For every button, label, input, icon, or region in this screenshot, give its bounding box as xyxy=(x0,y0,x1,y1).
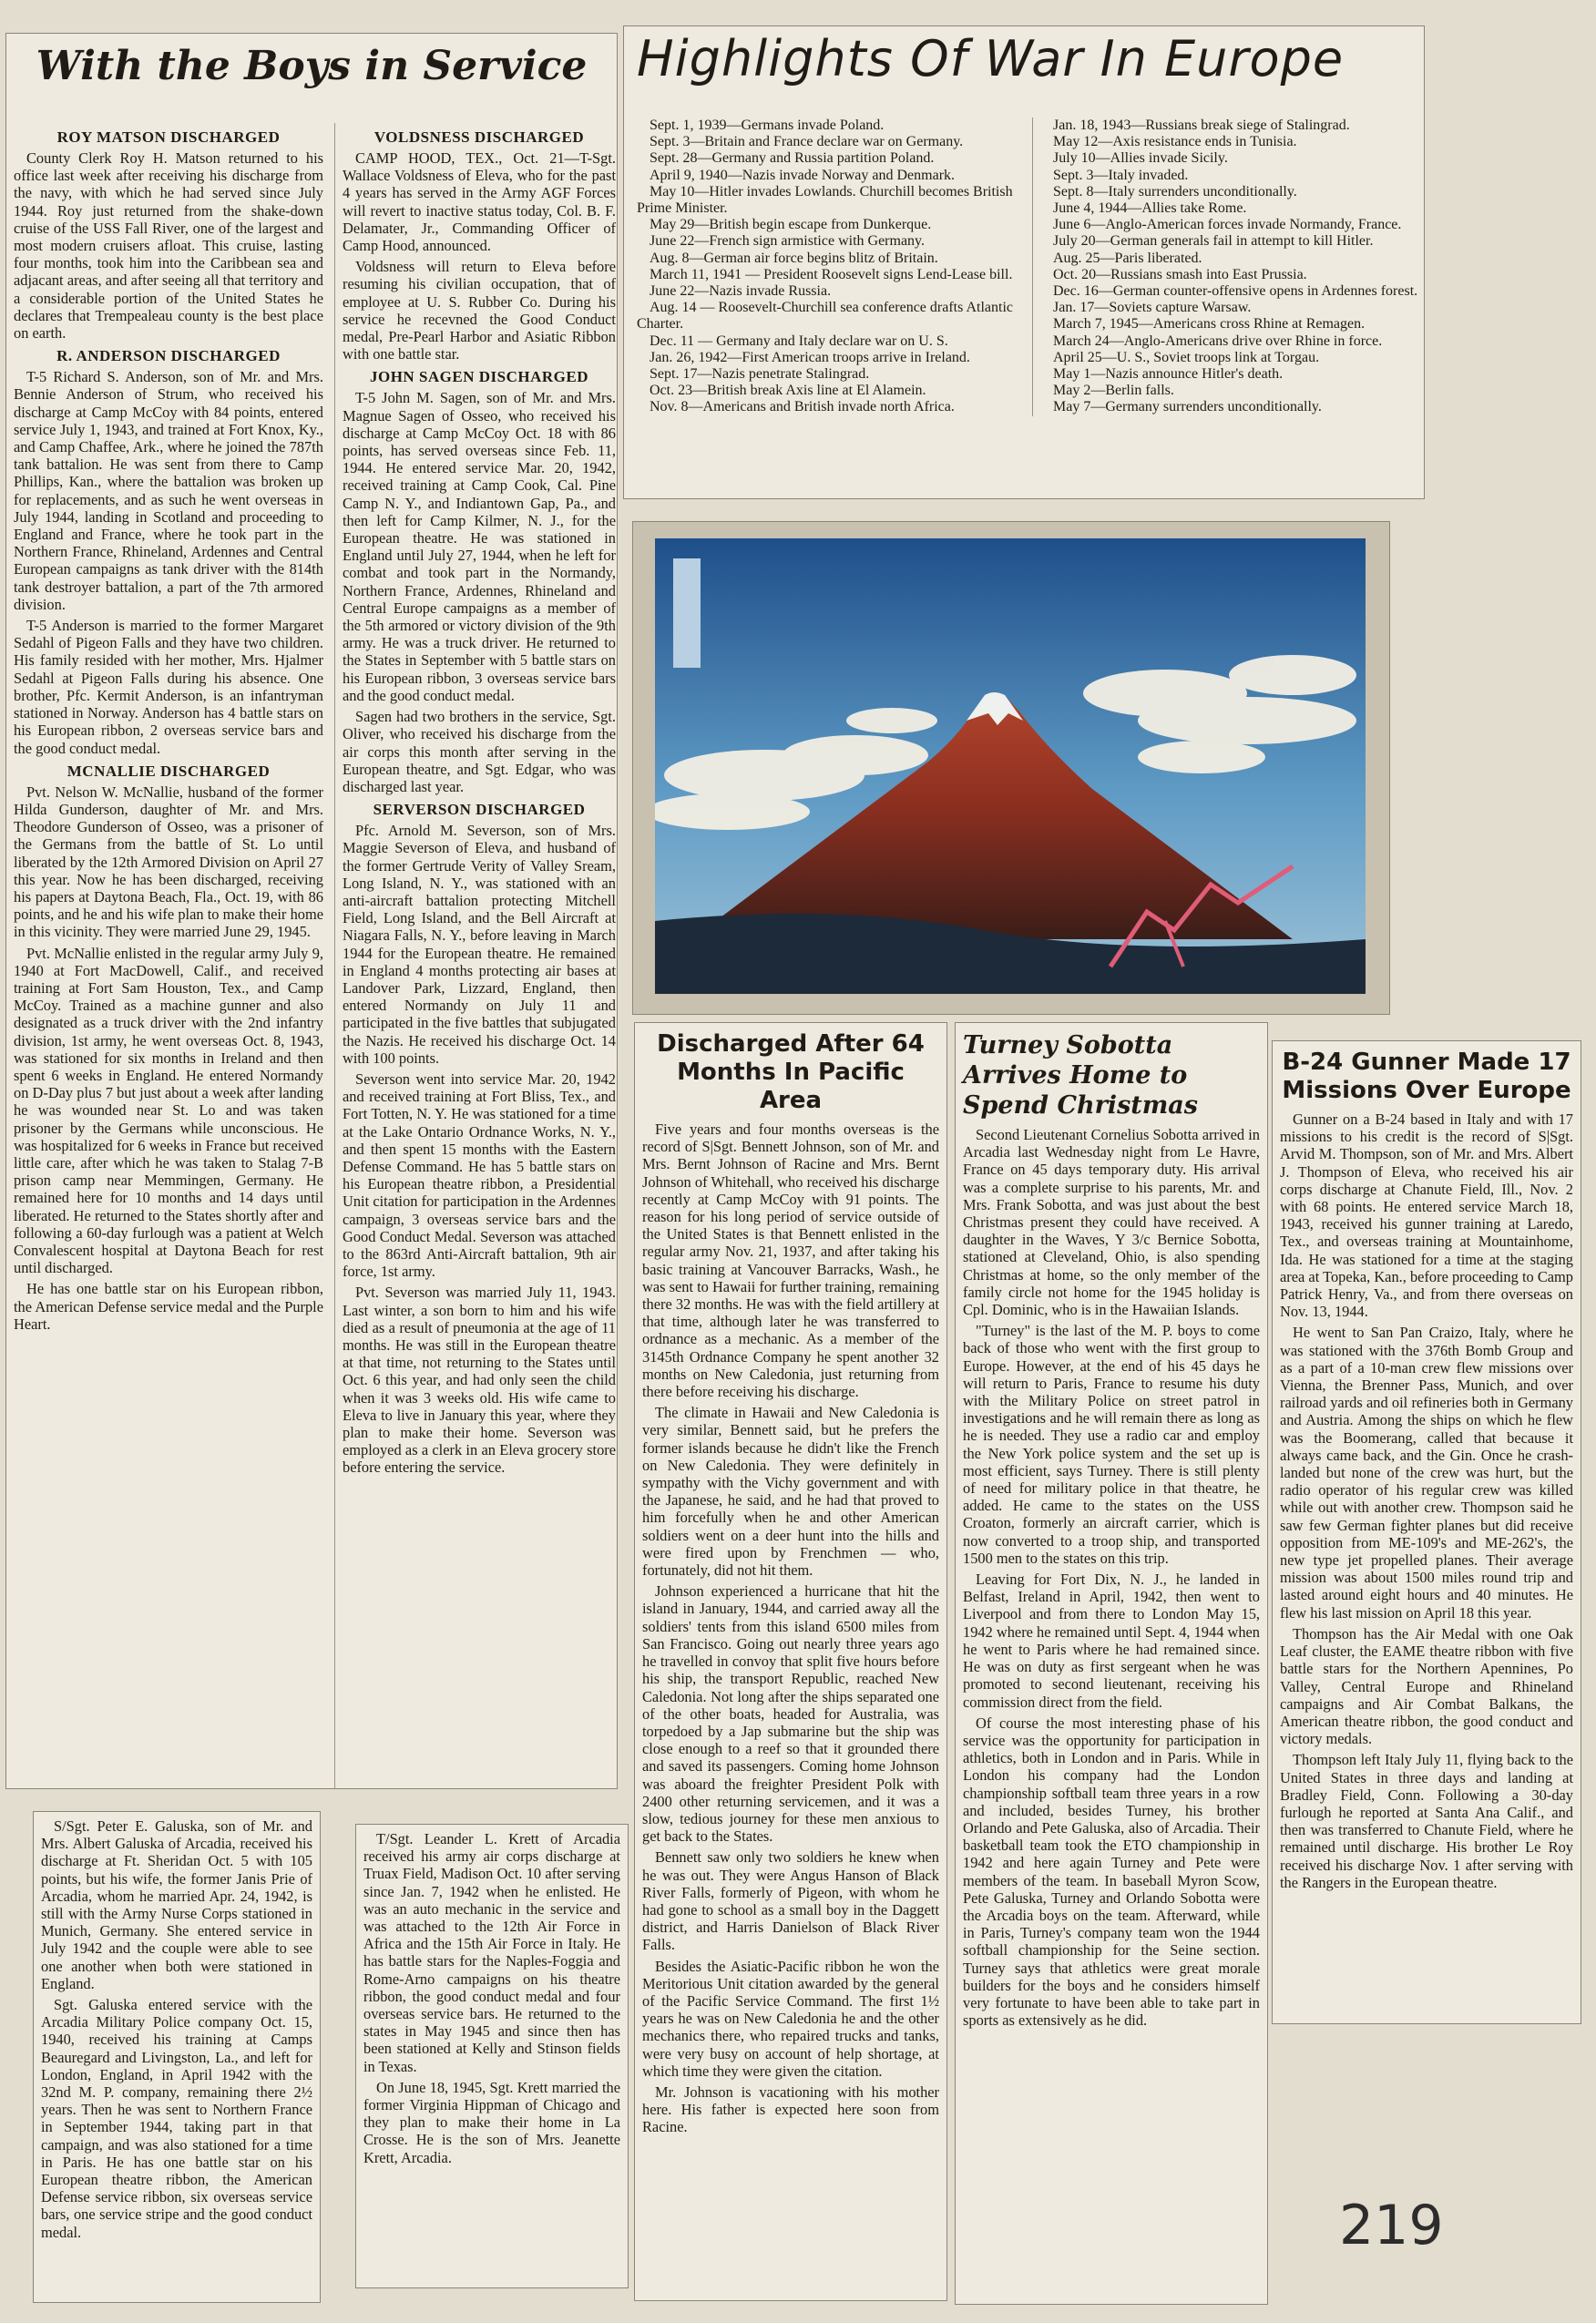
mcnallie-p1: Pvt. Nelson W. McNallie, husband of the former Hilda Gunderson, daughter of Mr. and Mrs. Theodore Gunderson of Osseo, was a prisoner of the Germans from the battle of St. Lo until liberated by the 12th Armored Division on April 27 this year. Now he has been discharged, receiving his papers at Daytona Beach, Fla., Oct. 19, with 86 points, and he and his wife plan to make their home in this vicinity. They were married June 29, 1945. xyxy=(14,783,323,941)
highlight-entry: March 7, 1945—Americans cross Rhine at Remagen. xyxy=(1053,316,1366,333)
matson-body: County Clerk Roy H. Matson returned to his office last week after receiving his discharge from the navy, with which he had served since July 1944. Roy just returned from the shake-down cruise of the USS Fall River, one of the largest and most modern cruisers afloat. This cruise, lasting four months, took him into the Caribbean sea and adjacant areas, and after seeing all that territory and a considerable portion of the United States he declares that Trempealeau county is the best place on earth. xyxy=(14,149,323,343)
boys-title: With the Boys in Service xyxy=(36,43,588,89)
severson-heading: SERVERSON DISCHARGED xyxy=(373,801,586,819)
highlight-entry: May 12—Axis resistance ends in Tunisia. xyxy=(1053,134,1297,150)
highlight-entry: July 10—Allies invade Sicily. xyxy=(1053,150,1228,167)
highlight-entry: Aug. 8—German air force begins blitz of Britain. xyxy=(650,250,938,266)
highlight-entry: Jan. 18, 1943—Russians break siege of Stalingrad. xyxy=(1053,118,1350,133)
severson-p2: Severson went into service Mar. 20, 1942 and received training at Fort Bliss, Tex., and Fort Totten, N. Y. He was stationed for a time at the Lake Ontario Ordnance Works, N. Y., and then spent 15 months with the Eastern Defense Command. He has 5 battle stars on his European theatre ribbon, a Presidential Unit citation for participation in the Ardennes campaign, 3 overseas service bars and the Good Conduct Medal. Severson was attached to the 863rd Anti-Aircraft battalion, 9th air force, 1st army. xyxy=(343,1069,616,1281)
gunner-title: B-24 Gunner Made 17 Missions Over Europe xyxy=(1282,1049,1571,1104)
galuska-p2: Sgt. Galuska entered service with the Arcadia Military Police company Oct. 15, 1940, received his training at Camps Beauregard and Livingston, La., and left for London, England, in April 1942 with the 32nd M. P. company, remaining there 2½ years. Then he was sent to Northern France in September 1944, taking part in that campaign, and was also stationed for a time in Paris. He has one battle star on his European theatre ribbon, the American Defense service ribbon, six overseas service bars, one service stripe and the good conduct medal. xyxy=(41,1996,312,2241)
highlights-clipping xyxy=(623,26,1425,499)
voldsness-p1: CAMP HOOD, TEX., Oct. 21—T-Sgt. Wallace Voldsness of Eleva, who for the past 4 years has served in the Army AGF Forces will revert to inactive status today, Col. B. F. Delamater, Jr., Commanding Officer of Camp Hood, announced. xyxy=(343,149,616,255)
sobotta-title: Turney Sobotta Arrives Home to Spend Christmas xyxy=(963,1031,1199,1120)
highlight-entry: Jan. 17—Soviets capture Warsaw. xyxy=(1053,300,1252,316)
highlight-entry: Oct. 20—Russians smash into East Prussia. xyxy=(1053,266,1307,282)
sobotta-p4: Of course the most interesting phase of his service was the opportunity for participation in athletics, both in London and in Paris. While in London his company had the London championship softball team three years in a row and included, besides Turney, his brother Orlando and Pete Galuska, also of Arcadia. Their basketball team took the ETO championship in 1942 and here again Turney and Pete were members of the team. In baseball Myron Scow, Pete Galuska, Turney and Orlando Sobotta were the Arcadia boys on the team. Afterward, while in Paris, Turney's company team won the 1944 softball championship for the Seine section. Turney says that athletics were great morale builders for the boys and he considers himself very fortunate to have been able to take part in sports as extensively as he did. xyxy=(963,1714,1260,2030)
highlight-entry: June 22—Nazis invade Russia. xyxy=(650,283,832,300)
galuska-clipping xyxy=(33,1811,321,2303)
sobotta-p3: Leaving for Fort Dix, N. J., he landed in Belfast, Ireland in April, 1942, then went to Liverpool and from there to London May 15, 1942 where he remained until Sept. 4, 1944 when he went to Paris where he had remained since. He was on duty as first sergeant when he was promoted to second lieutenant, receiving his commission direct from the field. xyxy=(963,1571,1260,1711)
highlight-entry: May 1—Nazis announce Hitler's death. xyxy=(1053,366,1284,383)
highlights-title: Highlights Of War In Europe xyxy=(637,30,1345,87)
galuska-p1: S/Sgt. Peter E. Galuska, son of Mr. and Mrs. Albert Galuska of Arcadia, received his discharge at Ft. Sheridan Oct. 5 with 105 points, but his wife, the former Janis Prie of Arcadia, whom he married Apr. 24, 1942, is still with the Army Nurse Corps stationed in Munich, Germany. She entered service in July 1942 and the couple were able to see one another when both were stationed in England. xyxy=(41,1817,312,1992)
highlight-entry: May 2—Berlin falls. xyxy=(1053,383,1174,399)
sagen-p2: Sagen had two brothers in the service, Sgt. Oliver, who received his discharge from the air corps this month after serving in the European theatre, and Sgt. Edgar, who was discharged last year. xyxy=(343,708,616,795)
johnson-title: Discharged After 64 Months In Pacific Area xyxy=(657,1030,925,1114)
gunner-p1: Gunner on a B-24 based in Italy and with 17 missions to his credit is the record of S|Sgt. Arvid M. Thompson, son of Mr. and Mrs. Albert J. Thompson of Eleva, who received his air corps discharge at Chanute Field, Ill., Nov. 2 with 68 points. He entered service March 18, 1943, received his gunner training at Laredo, Tex., and overseas training at Mountainhome, Ida. He was stationed for a time at the staging area at Topeka, Kan., before proceeding to Camp Patrick Henry, Va., and from there overseas on Nov. 13, 1944. xyxy=(1280,1110,1573,1321)
mcnallie-p3: He has one battle star on his European ribbon, the American Defense service medal and the Purple Heart. xyxy=(14,1280,323,1333)
sobotta-clipping xyxy=(955,1022,1268,2305)
mountain-print-mount xyxy=(632,521,1390,1015)
highlight-entry: May 10—Hitler invades Lowlands. Churchill becomes British Prime Minister. xyxy=(637,183,1013,217)
highlight-entry: Sept. 3—Britain and France declare war on Germany. xyxy=(650,134,964,150)
page-number: 219 xyxy=(1339,2194,1444,2257)
highlight-entry: Aug. 14 — Roosevelt-Churchill sea conference drafts Atlantic Charter. xyxy=(637,300,1013,333)
mcnallie-p2: Pvt. McNallie enlisted in the regular army July 9, 1940 at Fort MacDowell, Calif., and received training at Fort Sam Houston, Tex., and Camp McCoy. Trained as a machine gunner and also designated as a truck driver with the 2nd infantry division, 1st army, he went overseas Oct. 8, 1943, was stationed for six months in Ireland and then spent 6 weeks in England. He entered Normandy on D-Day plus 7 but just about a week after landing he was wounded near St. Lo and was taken prisoner by the Germans while unconscious. He was hospitalized for 6 weeks in France but received little care, after which he was taken to Stalag 7-B prison camp near Memmingen, Germany. He remained here for 10 months and 14 days until liberated. He returned to the States shortly after and following a 60-day furlough was a patient at Welch Convalescent hospital at Daytona Beach for rest until discharged. xyxy=(14,944,323,1277)
mcnallie-heading: MCNALLIE DISCHARGED xyxy=(66,762,271,780)
highlight-entry: Dec. 11 — Germany and Italy declare war on U. S. xyxy=(650,333,948,349)
highlight-entry: Sept. 17—Nazis penetrate Stalingrad. xyxy=(650,366,870,383)
anderson-heading: R. ANDERSON DISCHARGED xyxy=(56,347,281,365)
gunner-p2: He went to San Pan Craizo, Italy, where he was stationed with the 376th Bomb Group and as a part of a 10-man crew flew missions over Vienna, the Brenner Pass, Munich, and over railroad yards and oil refineries both in Germany and Austria. Among the ships on which he flew was the Boomerang, called that because it always came back, and the Gin. Once he crash-landed but none of the crew was hurt, but the radio operator of his regular crew was killed while out with another crew. Thompson said he saw few German fighter planes but did receive opposition from ME-109's and ME-262's, the new type jet propelled planes. Their average mission was about 1500 miles round trip and lasted around eight hours and 40 minutes. He flew his last mission on April 18 this year. xyxy=(1280,1324,1573,1622)
highlight-entry: April 25—U. S., Soviet troops link at Torgau. xyxy=(1053,349,1320,365)
sagen-heading: JOHN SAGEN DISCHARGED xyxy=(369,368,589,386)
boys-column-left xyxy=(14,123,323,1789)
highlights-column-1 xyxy=(637,118,1019,416)
johnson-p2: The climate in Hawaii and New Caledonia is very similar, Bennett said, but he prefers the former islands because he didn't like the French on New Caledonia. They were definitely in sympathy with the Vichy government and with the Japanese, he said, and he had that proved to him forcefully when he and other American soldiers went on a deer hunt into the hills and were fired upon by Frenchmen — who, fortunately, did not hit them. xyxy=(642,1404,939,1580)
sobotta-p1: Second Lieutenant Cornelius Sobotta arrived in Arcadia last Wednesday night from Le Havre, France on 45 days temporary duty. His arrival was a complete surprise to his parents, Mr. and Mrs. Frank Sobotta, and was just about the best Christmas present they could have received. A daughter in the Waves, Y 3/c Bernice Sobotta, stationed at Cleveland, Ohio, is also spending Christmas at home, so the only member of the family circle not home for the 1945 holiday is Cpl. Dominic, who is in the Hawaiian Islands. xyxy=(963,1126,1260,1319)
highlight-entry: June 22—French sign armistice with Germany. xyxy=(650,233,926,250)
voldsness-heading: VOLDSNESS DISCHARGED xyxy=(373,128,585,146)
johnson-p5: Besides the Asiatic-Pacific ribbon he won the Meritorious Unit citation awarded by the general of the Pacific Service Command. The first 1½ years he was on New Caledonia he and the other mechanics there, who repaired trucks and tanks, were very busy on account of help shortage, at which time they were given the citation. xyxy=(642,1957,939,2080)
johnson-p1: Five years and four months overseas is the record of S|Sgt. Bennett Johnson, son of Mr. and Mrs. Bernt Johnson of Racine and Mrs. Bernt Johnson of Whitehall, who received his discharge recently at Camp McCoy with 91 points. The reason for his long period of service outside of the United States is that Bennett enlisted in the regular army Nov. 21, 1937, and after taking his basic training at Vancouver Barracks, Wash., he was sent to Hawaii for further training, remaining there 32 months. He was with the field artillery at that time, although later he was transferred to ordnance as a mechanic. As a member of the 3145th Ordnance Company he spent another 32 months on New Caledonia, just returning from there before receiving his discharge. xyxy=(642,1121,939,1401)
highlight-entry: Dec. 16—German counter-offensive opens in Ardennes forest. xyxy=(1053,283,1418,300)
krett-p1: T/Sgt. Leander L. Krett of Arcadia received his army air corps discharge at Truax Field, Madison Oct. 10 after serving since Jan. 7, 1942 when he enlisted. He was an auto mechanic in the service and was attached to the 12th Air Force in Africa and the 15th Air Force in Italy. He has battle stars for the Naples-Foggia and Rome-Arno campaigns on his theatre ribbon, the good conduct medal and four overseas service bars. He returned to the states in May 1945 and since then has been stationed at Kelly and Stinson fields in Texas. xyxy=(363,1830,620,2075)
highlight-entry: March 24—Anglo-Americans drive over Rhine in force. xyxy=(1053,333,1383,349)
johnson-p4: Bennett saw only two soldiers he knew when he was out. They were Angus Hanson of Black River Falls, formerly of Pigeon, with whom he had gone to school as a small boy in the Daggett district, and Harris Danielson of Black River Falls. xyxy=(642,1848,939,1954)
sobotta-p2: "Turney" is the last of the M. P. boys to come back of those who went with the first group to Europe. However, at the end of his 45 days he will return to Paris, France to resume his duty with the Military Police on street patrol in investigations and he will remain there as long as he is needed. They use a radio car and employ the New York police system and the set up is most efficient, says Turney. There is still plenty of need for military police in that theatre, he added. He came to the states on the USS Croaton, formerly an aircraft carrier, which is now converted to a troop ship, and transported 1500 men to the states on this trip. xyxy=(963,1322,1260,1567)
gunner-clipping xyxy=(1272,1040,1581,2024)
voldsness-p2: Voldsness will return to Eleva before resuming his civilian occupation, that of employee at U. S. Rubber Co. During his service he recevned the Good Conduct medal, Pre-Pearl Harbor and Asiatic Ribbon with one battle star. xyxy=(343,258,616,363)
highlight-entry: Sept. 3—Italy invaded. xyxy=(1053,167,1189,183)
highlight-entry: Sept. 1, 1939—Germans invade Poland. xyxy=(650,118,885,133)
highlight-entry: Oct. 23—British break Axis line at El Alamein. xyxy=(650,383,926,399)
highlight-entry: June 4, 1944—Allies take Rome. xyxy=(1053,200,1247,217)
highlight-entry: Aug. 25—Paris liberated. xyxy=(1053,250,1202,266)
krett-clipping xyxy=(355,1824,629,2288)
johnson-clipping xyxy=(634,1022,947,2301)
matson-heading: ROY MATSON DISCHARGED xyxy=(56,128,281,146)
anderson-p2: T-5 Anderson is married to the former Margaret Sedahl of Pigeon Falls and they have two children. His family resided with her mother, Mrs. Hjalmer Sedahl at Pigeon Falls during his absence. One brother, Pfc. Kermit Anderson, is an infantryman stationed in Norway. Anderson has 4 battle stars on his European ribbon, 2 overseas service bars and the good conduct medal. xyxy=(14,617,323,757)
highlight-entry: Sept. 8—Italy surrenders unconditionally. xyxy=(1053,183,1297,200)
highlight-entry: June 6—Anglo-American forces invade Normandy, France. xyxy=(1053,217,1402,233)
boys-column-right xyxy=(334,123,616,1789)
johnson-p6: Mr. Johnson is vacationing with his mother here. His father is expected here soon from Racine. xyxy=(642,2083,939,2136)
anderson-p1: T-5 Richard S. Anderson, son of Mr. and Mrs. Bennie Anderson of Strum, who received his discharge at Camp McCoy with 84 points, entered service July 1, 1943, and trained at Fort Knox, Ky., and Camp Chaffee, Ark., where he joined the 787th tank battalion. He was sent from there to Camp Phillips, Kan., where the battalion was broken up for replacements, and as such he went overseas in July 1944, landing in Scotland and proceeding to England and France, where he took part in the Northern France, Rhineland, Ardennes and Central European campaigns as tank driver with the 814th tank destroyer battalion, a part of the 7th armored division. xyxy=(14,368,323,613)
highlights-column-2 xyxy=(1032,118,1423,416)
highlight-entry: March 11, 1941 — President Roosevelt signs Lend-Lease bill. xyxy=(650,266,1013,282)
highlight-entry: May 7—Germany surrenders unconditionally. xyxy=(1053,399,1322,415)
highlight-entry: Nov. 8—Americans and British invade north Africa. xyxy=(650,399,955,415)
highlight-entry: Jan. 26, 1942—First American troops arrive in Ireland. xyxy=(650,349,970,365)
severson-p3: Pvt. Severson was married July 11, 1943. Last winter, a son born to him and his wife died as a result of pneumonia at the age of 11 months. He was still in the European theatre at that time, not returning to the States until Oct. 6 this year, and had only seen the child when it was 3 weeks old. His wife came to Eleva to live in January this year, where they plan to make their home. Severson was employed as a clerk in an Eleva grocery store before entering the service. xyxy=(343,1284,616,1477)
severson-p1: Pfc. Arnold M. Severson, son of Mrs. Maggie Severson of Eleva, and husband of the former Gertrude Verity of Valley Sream, Long Island, N. Y., was stationed with an anti-aircraft battalion protecting Mitchell Field, Long Island, and the Bell Aircraft at Niagara Falls, N. Y., before leaving in March 1944 for the European theatre. He remained in England 4 months protecting air bases at Landover Park, Lizzard, England, then entered Normandy on July 11 and participated in the five battles that subjugated the Nazis. He received his discharge Oct. 14 with 100 points. xyxy=(343,822,616,1067)
krett-p2: On June 18, 1945, Sgt. Krett married the former Virginia Hippman of Chicago and they plan to make their home in La Crosse. He is the son of Mrs. Jeanette Krett, Arcadia. xyxy=(363,2078,620,2166)
highlight-entry: July 20—German generals fail in attempt to kill Hitler. xyxy=(1053,233,1374,250)
mountain-woodblock-print xyxy=(655,538,1366,994)
highlight-entry: April 9, 1940—Nazis invade Norway and Denmark. xyxy=(650,167,956,183)
gunner-p4: Thompson left Italy July 11, flying back to the United States in three days and landing at Bradley Field, Conn. Following a 30-day furlough he reported at Santa Ana Calif., and then was transferred to Chanute Field, where he remained until discharge. His brother Le Roy received his discharge Nov. 1 after serving with the Rangers in the European theatre. xyxy=(1280,1751,1573,1891)
johnson-p3: Johnson experienced a hurricane that hit the island in January, 1944, and carried away all the soldiers' tents from this island 6500 miles from San Francisco. Going out nearly three years ago he travelled in convoy that split five hours before his ship, the transport Republic, reached New Caledonia. Not long after the ships separated one of the other boats, headed for Australia, was torpedoed by a Jap submarine but the ship was close enough to a reef so that it grounded there and saved its passengers. Coming home Johnson was aboard the freighter President Polk with 2400 other returning servicemen, and it was a slow, tedious journey for these men anxious to get back to the States. xyxy=(642,1582,939,1846)
highlight-entry: Sept. 28—Germany and Russia partition Poland. xyxy=(650,150,935,167)
boys-in-service-clipping xyxy=(5,33,618,1789)
sagen-p1: T-5 John M. Sagen, son of Mr. and Mrs. Magnue Sagen of Osseo, who received his discharge at Camp McCoy Oct. 18 with 86 points, has served overseas since Feb. 11, 1944. He entered service Mar. 20, 1942, received training at Camp Cook, Cal. Pine Camp N. Y., and Indiantown Gap, Pa., and then left for Camp Kilmer, N. J., for the European theatre. He was stationed in England until July 27, 1944, when he left for combat and took part in the Normandy, Northern France, Ardennes, Rhineland and Central Europe campaigns as a member of the 5th armored or victory division of the 9th army. He was a truck driver. He returned to the States in September with 5 battle stars on his European ribbon, 3 overseas service bars and the good conduct medal. xyxy=(343,389,616,704)
highlight-entry: May 29—British begin escape from Dunkerque. xyxy=(650,217,932,233)
gunner-p3: Thompson has the Air Medal with one Oak Leaf cluster, the EAME theatre ribbon with five battle stars for the Northern Apennines, Po Valley, Central Europe and Rhineland campaigns and Air Combat Balkans, the American theatre ribbon, the good conduct and victory medals. xyxy=(1280,1624,1573,1748)
